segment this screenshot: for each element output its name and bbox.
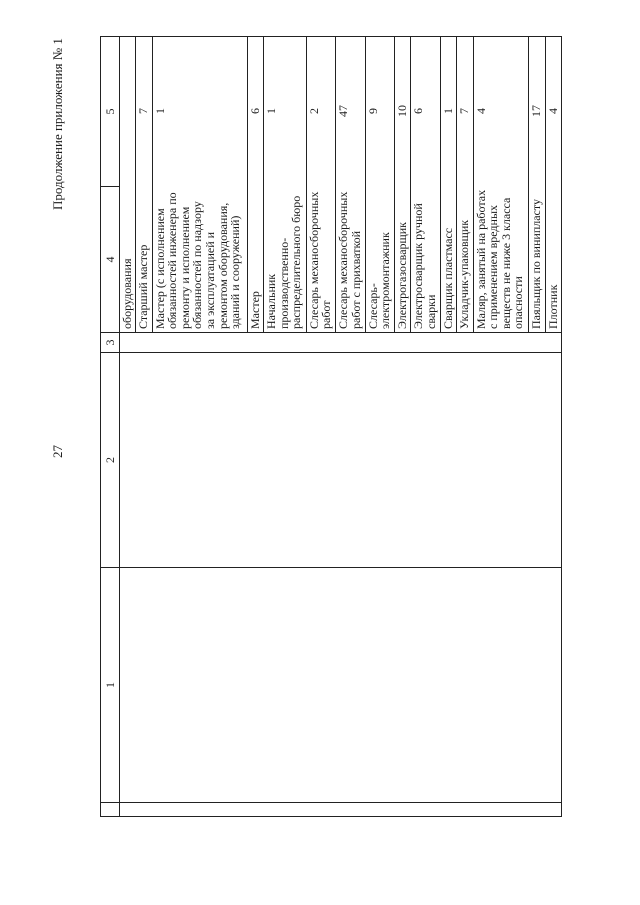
col-3-cell [120,333,562,353]
col-header-3: 3 [101,333,120,353]
col-header-4: 4 [101,187,120,333]
rows-cell [120,37,562,333]
job-title-cell: Укладчик-упаковщик [457,186,473,332]
quantity-cell: 6 [411,36,440,186]
job-title-cell: Сварщик пластмасс [440,186,456,332]
quantity-cell: 4 [545,108,560,114]
table-row [529,36,545,332]
col-header-1: 1 [101,568,120,803]
table-row [365,36,394,332]
job-list [120,36,561,332]
table-row [152,36,247,332]
corner-cell [101,803,120,817]
job-title-cell: Маляр, занятый на работах с применением вредных веществ не ниже 3 класса опасности [473,186,529,332]
job-title-cell: Мастер [247,186,263,332]
job-title-cell: Паяльщик по винипласту [529,186,545,332]
staff-table [100,37,562,817]
job-title-cell: Начальник производственно-распределительного бюро [264,186,307,332]
quantity-cell: 9 [365,36,394,186]
appendix-title: Продолжение приложения № 1 [50,38,65,210]
table-row [264,36,307,332]
quantity-cell: 47 [336,36,365,186]
job-title-cell: Слесарь механосборочных работ [306,186,335,332]
job-title-cell: Слесарь механосборочных работ с прихваткой [336,186,365,332]
table-row [440,36,456,332]
quantity-cell: 17 [529,36,545,186]
col-header-2: 2 [101,353,120,568]
job-title-cell: Мастер (с исполнением обязанностей инженера по ремонту и исполнением обязанностей по надзору за эксплуатацией и ремонтом оборудования, зданий и сооружений) [152,186,247,332]
col-1-cell [120,568,562,803]
table-row [473,36,529,332]
job-title-cell: Плотник [545,284,560,329]
margin-cell [120,803,562,817]
quantity-cell: 7 [136,36,152,186]
quantity-cell: 1 [264,36,307,186]
quantity-cell: 2 [306,36,335,186]
quantity-cell [120,36,136,186]
job-title-cell: оборудования [120,186,136,332]
table-row [411,36,440,332]
table-row [247,36,263,332]
quantity-cell: 4 [473,36,529,186]
quantity-cell: 7 [457,36,473,186]
table-row [545,36,561,332]
table-row [306,36,335,332]
table-row [336,36,365,332]
job-title-cell: Старший мастер [136,186,152,332]
quantity-cell: 6 [247,36,263,186]
col-header-5: 5 [101,37,120,187]
job-title-cell: Электрогазосварщик [395,186,411,332]
quantity-cell: 10 [395,36,411,186]
table-row [457,36,473,332]
col-2-cell [120,353,562,568]
page-number: 27 [50,445,65,458]
quantity-cell: 1 [440,36,456,186]
table-row [395,36,411,332]
job-title-cell: Слесарь-электромонтажник [365,186,394,332]
quantity-cell: 1 [152,36,247,186]
job-title-cell: Электросварщик ручной сварки [411,186,440,332]
table-row [136,36,152,332]
table-row [120,36,136,332]
